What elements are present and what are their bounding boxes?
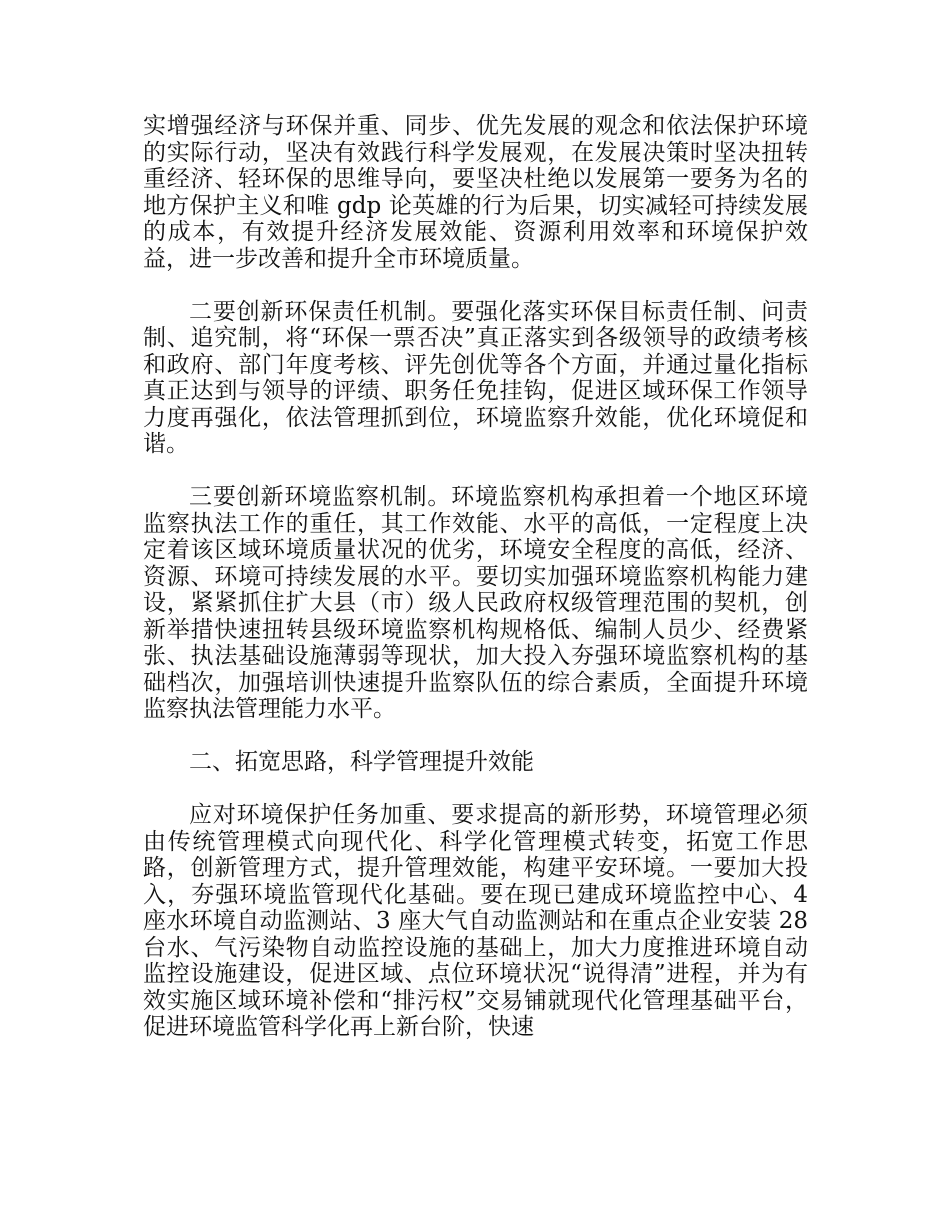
paragraph-continuation: 实增强经济与环保并重、同步、优先发展的观念和依法保护环境的实际行动，坚决有效践行科学发展观，在发展决策时坚决扭转重经济、轻环保的思维导向，要坚决杜绝以发展第一要务为名的地方保护主义和唯 gdp 论英雄的行为后果，切实减轻可持续发展的成本，有效提升经济发展效能、资源利用效率和环境保护效益，进一步改善和提升全市环境质量。 (143, 113, 808, 272)
paragraph-environmental-responsibility: 二要创新环保责任机制。要强化落实环保目标责任制、问责制、追究制，将“环保一票否决”真正落实到各级领导的政绩考核和政府、部门年度考核、评先创优等各个方面，并通过量化指标真正达到与领导的评绩、职务任免挂钩，促进区域环保工作领导力度再强化，依法管理抓到位，环境监察升效能，优化环境促和谐。 (143, 298, 808, 457)
paragraph-environmental-supervision: 三要创新环境监察机制。环境监察机构承担着一个地区环境监察执法工作的重任，其工作效能、水平的高低，一定程度上决定着该区域环境质量状况的优劣，环境安全程度的高低，经济、资源、环境可持续发展的水平。要切实加强环境监察机构能力建设，紧紧抓住扩大县（市）级人民政府权级管理范围的契机，创新举措快速扭转县级环境监察机构规格低、编制人员少、经费紧张、执法基础设施薄弱等现状，加大投入夯强环境监察机构的基础档次，加强培训快速提升监察队伍的综合素质，全面提升环境监察执法管理能力水平。 (143, 484, 808, 722)
document-body (143, 113, 808, 1067)
section-heading: 二、拓宽思路，科学管理提升效能 (189, 749, 534, 775)
paragraph-scientific-management: 应对环境保护任务加重、要求提高的新形势，环境管理必须由传统管理模式向现代化、科学化管理模式转变，拓宽工作思路，创新管理方式，提升管理效能，构建平安环境。一要加大投入，夯强环境监管现代化基础。要在现已建成环境监控中心、4 座水环境自动监测站、3 座大气自动监测站和在重点企业安装 28 台水、气污染物自动监控设施的基础上，加大力度推进环境自动监控设施建设，促进区域、点位环境状况“说得清”进程，并为有效实施区域环境补偿和“排污权”交易铺就现代化管理基础平台，促进环境监管科学化再上新台阶，快速 (143, 802, 808, 1040)
